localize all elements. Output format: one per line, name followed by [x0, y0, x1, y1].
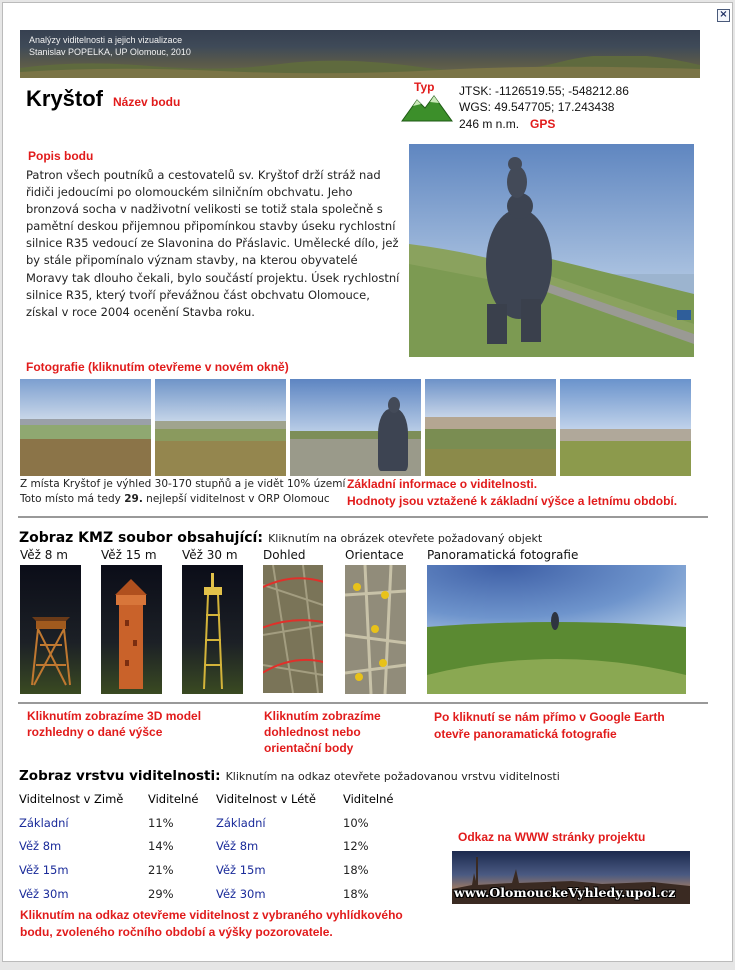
type-note: Typ: [414, 80, 435, 94]
visibility-note-line1: Základní informace o viditelnosti.: [347, 477, 538, 491]
winter-tower15-value: 21%: [148, 863, 174, 877]
winter-tower8-value: 14%: [148, 839, 174, 853]
summer-basic-link[interactable]: Základní: [216, 816, 266, 830]
kmz-label-tower30: Věž 30 m: [182, 548, 238, 562]
orientation-map[interactable]: [345, 565, 406, 694]
visibility-heading: Zobraz vrstvu viditelnosti:: [19, 768, 221, 784]
visibility-note: Kliknutím na odkaz otevřeme viditelnost z vybraného vyhlídkového bodu, zvoleného ročního období a výšky pozorovatele.: [20, 908, 403, 939]
kmz-note-panorama: Po kliknutí se nám přímo v Google Earth otevře panoramatická fotografie: [434, 710, 665, 741]
col-summer-visible-header: Viditelné: [343, 792, 394, 806]
summer-tower8-link[interactable]: Věž 8m: [216, 839, 259, 853]
kmz-label-orientation: Orientace: [345, 548, 404, 562]
summer-basic-value: 10%: [343, 816, 369, 830]
altitude: 246 m n.m.: [459, 117, 520, 131]
kmz-heading-row: [19, 527, 542, 546]
visibility-summary-line1: Z místa Kryštof je výhled 30-170 stupňů a je vidět 10% území: [20, 478, 346, 490]
header-banner: [20, 30, 700, 78]
visibility-note-line2: Hodnoty jsou vztažené k základní výšce a letnímu období.: [347, 494, 678, 508]
summer-tower15-value: 18%: [343, 863, 369, 877]
winter-tower15-link[interactable]: Věž 15m: [19, 863, 69, 877]
title-note: Název bodu: [113, 95, 181, 109]
winter-basic-link[interactable]: Základní: [19, 816, 69, 830]
kmz-label-tower15: Věž 15 m: [101, 548, 157, 562]
wgs-coordinates: WGS: 49.547705; 17.243438: [459, 100, 615, 114]
jtsk-coordinates: JTSK: -1126519.55; -548212.86: [459, 84, 629, 98]
divider: [18, 702, 708, 704]
visibility-heading-row: [19, 765, 560, 784]
web-link-banner[interactable]: [452, 851, 690, 904]
visibility-rank: 29.: [124, 493, 143, 505]
photo-thumb-4[interactable]: [425, 379, 556, 476]
winter-tower30-link[interactable]: Věž 30m: [19, 887, 69, 901]
main-photo[interactable]: [409, 144, 694, 357]
mountain-type-icon: [401, 94, 453, 122]
kmz-label-panorama: Panoramatická fotografie: [427, 548, 579, 562]
close-icon[interactable]: ×: [717, 9, 730, 22]
photo-thumb-1[interactable]: [20, 379, 151, 476]
viewshed-map[interactable]: [263, 565, 323, 693]
banner-line2: Stanislav POPELKA, UP Olomouc, 2010: [29, 47, 191, 57]
visibility-summary-line2: Toto místo má tedy 29. nejlepší viditelnost v ORP Olomouc: [20, 493, 330, 505]
col-winter-visible-header: Viditelné: [148, 792, 199, 806]
kmz-label-viewshed: Dohled: [263, 548, 306, 562]
kmz-note-3d: Kliknutím zobrazíme 3D model rozhledny o dané výšce: [27, 709, 202, 739]
photo-thumb-3[interactable]: [290, 379, 421, 476]
point-title: Kryštof: [26, 86, 104, 111]
photo-thumb-5[interactable]: [560, 379, 691, 476]
panorama-photo[interactable]: [427, 565, 686, 694]
winter-basic-value: 11%: [148, 816, 174, 830]
visibility-hint: Kliknutím na odkaz otevřete požadovanou vrstvu viditelnosti: [225, 770, 560, 783]
divider: [18, 516, 708, 518]
tower-8m-model[interactable]: [20, 565, 81, 694]
col-summer-header: Viditelnost v Létě: [216, 792, 316, 806]
description-text: Patron všech poutníků a cestovatelů sv. Kryštof drží stráž nad řidiči jedoucími po olomouckém silničním obchvatu. Jeho bronzová socha v nadživotní velikosti se totiž stala společně s pamětní deskou přijemnou připomínkou stavby úseku rychlostní silnice R35 vedoucí ze Slavonina do Přáslavic. Umělecké dílo, jež by stále připomínalo význam stavby, na kterou obyvatelé Moravy tak dlouho čekali, bylo součástí projektu. Úsek rychlostní silnice R35, který tvoří převážnou část obchvatu Olomouce, získal v roce 2004 ocenění Stavba roku.: [26, 168, 400, 319]
web-link-text: www.OlomouckeVyhledy.upol.cz: [454, 885, 676, 900]
summer-tower30-link[interactable]: Věž 30m: [216, 887, 266, 901]
summer-tower30-value: 18%: [343, 887, 369, 901]
kmz-note-viewshed: Kliknutím zobrazíme dohlednost nebo orientační body: [264, 709, 381, 755]
tower-30m-model[interactable]: [182, 565, 243, 694]
description-heading: Popis bodu: [28, 149, 94, 163]
col-winter-header: Viditelnost v Zimě: [19, 792, 124, 806]
gps-note: GPS: [530, 117, 556, 131]
tower-15m-model[interactable]: [101, 565, 162, 694]
winter-tower30-value: 29%: [148, 887, 174, 901]
photo-thumb-2[interactable]: [155, 379, 286, 476]
banner-landscape: [20, 56, 700, 78]
kmz-hint: Kliknutím na obrázek otevřete požadovaný objekt: [268, 532, 543, 545]
web-heading: Odkaz na WWW stránky projektu: [458, 830, 646, 844]
kmz-label-tower8: Věž 8 m: [20, 548, 68, 562]
photos-heading: Fotografie (kliknutím otevřeme v novém okně): [26, 360, 289, 374]
banner-line1: Analýzy viditelnosti a jejich vizualizace: [29, 35, 183, 45]
summer-tower8-value: 12%: [343, 839, 369, 853]
winter-tower8-link[interactable]: Věž 8m: [19, 839, 62, 853]
kmz-heading: Zobraz KMZ soubor obsahující:: [19, 530, 263, 546]
summer-tower15-link[interactable]: Věž 15m: [216, 863, 266, 877]
